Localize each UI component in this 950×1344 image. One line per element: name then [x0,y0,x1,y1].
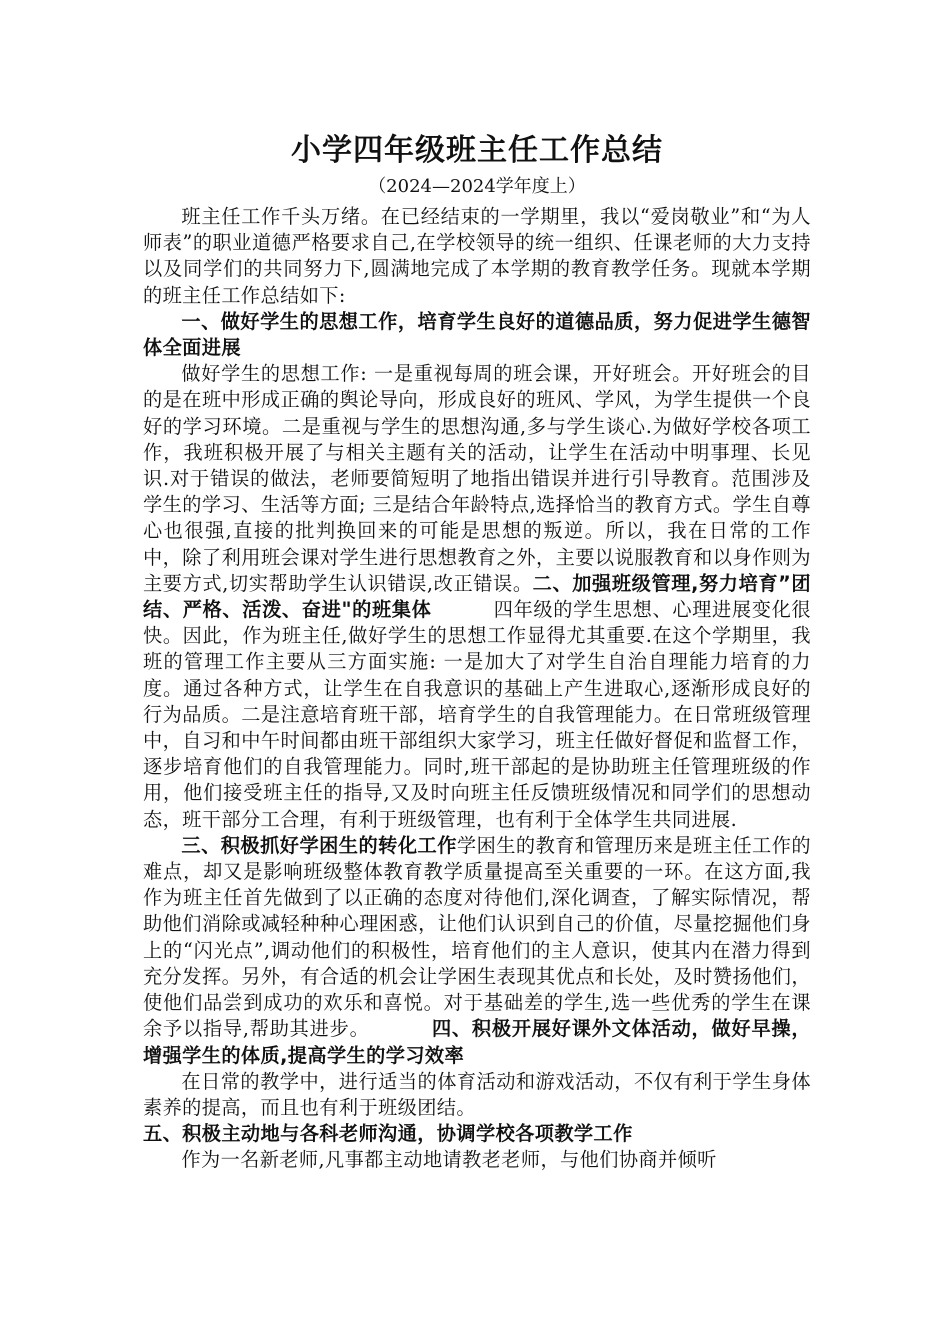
section-4-body: 在日常的教学中，进行适当的体育活动和游戏活动，不仅有利于学生身体素养的提高，而且也有利于班级团结。 [143,1069,811,1119]
section-5-body: 作为一名新老师,凡事都主动地请教老老师，与他们协商并倾听 [181,1148,717,1172]
section-3-body: 学困生的教育和管理历来是班主任工作的难点，却又是影响班级整体教育教学质量提高至关重要的一环。在这方面,我作为班主任首先做到了以正确的态度对待他们,深化调查，了解实际情况，帮助他们消除或减轻种种心理困惑，让他们认识到自己的价值，尽量挖掘他们身上的“闪光点”,调动他们的积极性，培育他们的主人意识，使其内在潜力得到充分发挥。另外，有合适的机会让学困生表现其优点和长处，及时赞扬他们，使他们品尝到成功的欢乐和喜悦。对于基础差的学生,选一些优秀的学生在课余予以指导,帮助其进步。 [143,833,811,1041]
document-subtitle: （2024—2024学年度上） [368,176,586,197]
section-heading-5: 五、积极主动地与各科老师沟通，协调学校各项教学工作 [143,1122,633,1146]
section-paragraph-3 [143,833,811,1069]
section-heading-3: 三、积极抓好学困生的转化工作 [181,833,457,857]
section-2-body: 四年级的学生思想、心理进展变化很快。因此，作为班主任,做好学生的思想工作显得尤其重要.在这个学期里，我班的管理工作主要从三方面实施: 一是加大了对学生自治自理能力培育的力度。通过各种方式，让学生在自我意识的基础上产生进取心,逐渐形成良好的行为品质。二是注意培育班干部，培育学生的自我管理能力。在日常班级管理中，自习和中午时间都由班干部组织大家学习，班主任做好督促和监督工作，逐步培育他们的自我管理能力。同时,班干部起的是协助班主任管理班级的作用，他们接受班主任的指导,又及时向班主任反馈班级情况和同学们的思想动态，班干部分工合理，有利于班级管理，也有利于全体学生共同进展. [143,598,811,831]
document-page [143,130,811,1174]
section-heading-1: 一、做好学生的思想工作，培育学生良好的道德品质，努力促进学生德智体全面进展 [143,309,811,360]
section-paragraph-1 [143,361,811,833]
document-title: 小学四年级班主任工作总结 [291,133,663,168]
section-heading-2: 二、加强班级管理,努力培育”团结、严格、活泼、奋进"的班集体 [143,571,811,622]
section-heading-4: 四、积极开展好课外文体活动，做好早操，增强学生的体质,提高学生的学习效率 [143,1017,811,1067]
intro-paragraph: 班主任工作千头万绪。在已经结束的一学期里，我以“爱岗敬业”和“为人师表”的职业道德严格要求自己,在学校领导的统一组织、任课老师的大力支持以及同学们的共同努力下,圆满地完成了本学期的教育教学任务。现就本学期的班主任工作总结如下: [143,205,811,307]
section-1-body: 做好学生的思想工作: 一是重视每周的班会课，开好班会。开好班会的目的是在班中形成正确的舆论导向，形成良好的班风、学风，为学生提供一个良好的学习环境。二是重视与学生的思想沟通,多与学生谈心.为做好学校各项工作，我班积极开展了与相关主题有关的活动，让学生在活动中明事理、长见识.对于错误的做法，老师要简短明了地指出错误并进行引导教育。范围涉及学生的学习、生活等方面; 三是结合年龄特点,选择恰当的教育方式。学生自尊心也很强,直接的批判换回来的可能是思想的叛逆。所以，我在日常的工作中，除了利用班会课对学生进行思想教育之外，主要以说服教育和以身作则为主要方式,切实帮助学生认识错误,改正错误。 [143,362,811,595]
